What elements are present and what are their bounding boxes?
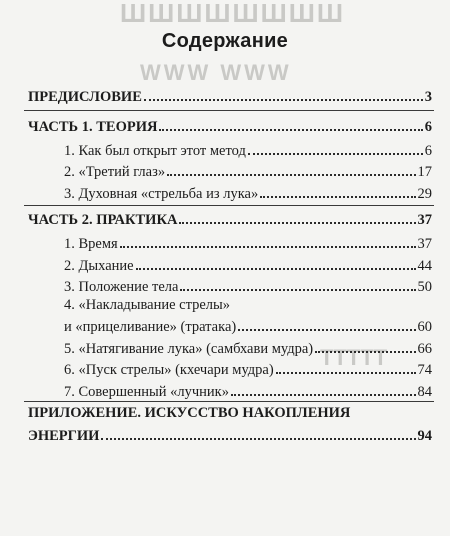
toc-entry-1-3[interactable]: [64, 184, 432, 203]
toc-entry-label: 2. «Третий глаз»: [64, 163, 166, 180]
toc-entry-label: и «прицеливание» (тратака): [64, 318, 237, 335]
show-through: ТТТТТ: [320, 345, 388, 370]
toc-entry-1-2[interactable]: [64, 162, 432, 181]
toc-entry-2-4-line-1[interactable]: 4. «Накладывание стрелы»: [64, 297, 231, 313]
toc-page-number: 74: [417, 361, 432, 378]
toc-entry-1-1[interactable]: [64, 141, 432, 160]
toc-entry-2-3[interactable]: [64, 277, 432, 296]
section-divider: [24, 401, 434, 402]
dot-leader: [179, 210, 415, 224]
dot-leader: [315, 339, 415, 353]
toc-page-number: 17: [417, 163, 432, 180]
toc-entry-label: ЧАСТЬ 2. ПРАКТИКА: [28, 211, 178, 228]
toc-entry-2-7[interactable]: [64, 382, 432, 401]
show-through: ШШШШШШШШ: [120, 0, 346, 28]
toc-entry-preface[interactable]: [28, 87, 432, 106]
toc-page-number: 44: [417, 257, 432, 274]
toc-entry-label: 3. Духовная «стрельба из лука»: [64, 185, 259, 202]
dot-leader: [238, 317, 415, 331]
toc-entry-2-4[interactable]: [64, 317, 432, 336]
dot-leader: [159, 117, 422, 131]
dot-leader: [101, 426, 415, 440]
page-title: Содержание: [161, 30, 289, 52]
section-divider: [24, 110, 434, 111]
toc-entry-label: 7. Совершенный «лучник»: [64, 383, 229, 400]
dot-leader: [144, 87, 423, 101]
toc-entry-label: ПРЕДИСЛОВИЕ: [28, 88, 142, 105]
toc-page-number: 37: [417, 211, 432, 228]
toc-entry-label: 1. Время: [64, 235, 118, 252]
toc-page-number: 66: [417, 340, 432, 357]
toc-entry-2-1[interactable]: [64, 234, 432, 253]
dot-leader: [120, 234, 416, 248]
toc-entry-label: 5. «Натягивание лука» (самбхави мудра): [64, 340, 314, 357]
dot-leader: [276, 360, 416, 374]
dot-leader: [167, 162, 415, 176]
toc-entry-2-2[interactable]: [64, 256, 432, 275]
toc-page-number: 60: [417, 318, 432, 335]
toc-entry-appendix[interactable]: [28, 426, 432, 445]
toc-entry-label: ЭНЕРГИИ: [28, 427, 100, 444]
dot-leader: [248, 141, 423, 155]
toc-entry-label: 1. Как был открыт этот метод: [64, 142, 246, 159]
dot-leader: [231, 382, 416, 396]
section-divider: [24, 205, 434, 206]
toc-entry-label: 6. «Пуск стрелы» (кхечари мудра): [64, 361, 274, 378]
toc-entry-appendix-line-1[interactable]: ПРИЛОЖЕНИЕ. ИСКУССТВО НАКОПЛЕНИЯ: [28, 405, 351, 421]
toc-entry-label: ЧАСТЬ 1. ТЕОРИЯ: [28, 118, 158, 135]
toc-entry-label: 3. Положение тела: [64, 278, 179, 295]
toc-page-number: 84: [417, 383, 432, 400]
toc-entry-2-6[interactable]: [64, 360, 432, 379]
toc-page-number: 3: [424, 88, 432, 105]
toc-entry-label: 2. Дыхание: [64, 257, 134, 274]
toc-page-number: 50: [417, 278, 432, 295]
toc-entry-2-5[interactable]: [64, 339, 432, 358]
show-through: WWW WWW: [140, 60, 292, 85]
toc-page-number: 6: [424, 118, 432, 135]
dot-leader: [180, 277, 415, 291]
toc-page-number: 29: [417, 185, 432, 202]
toc-page-number: 94: [417, 427, 432, 444]
toc-entry-part-2[interactable]: [28, 210, 432, 229]
toc-page-number: 37: [417, 235, 432, 252]
dot-leader: [136, 256, 416, 270]
toc-entry-part-1[interactable]: [28, 117, 432, 136]
dot-leader: [260, 184, 415, 198]
toc-page-number: 6: [424, 142, 432, 159]
